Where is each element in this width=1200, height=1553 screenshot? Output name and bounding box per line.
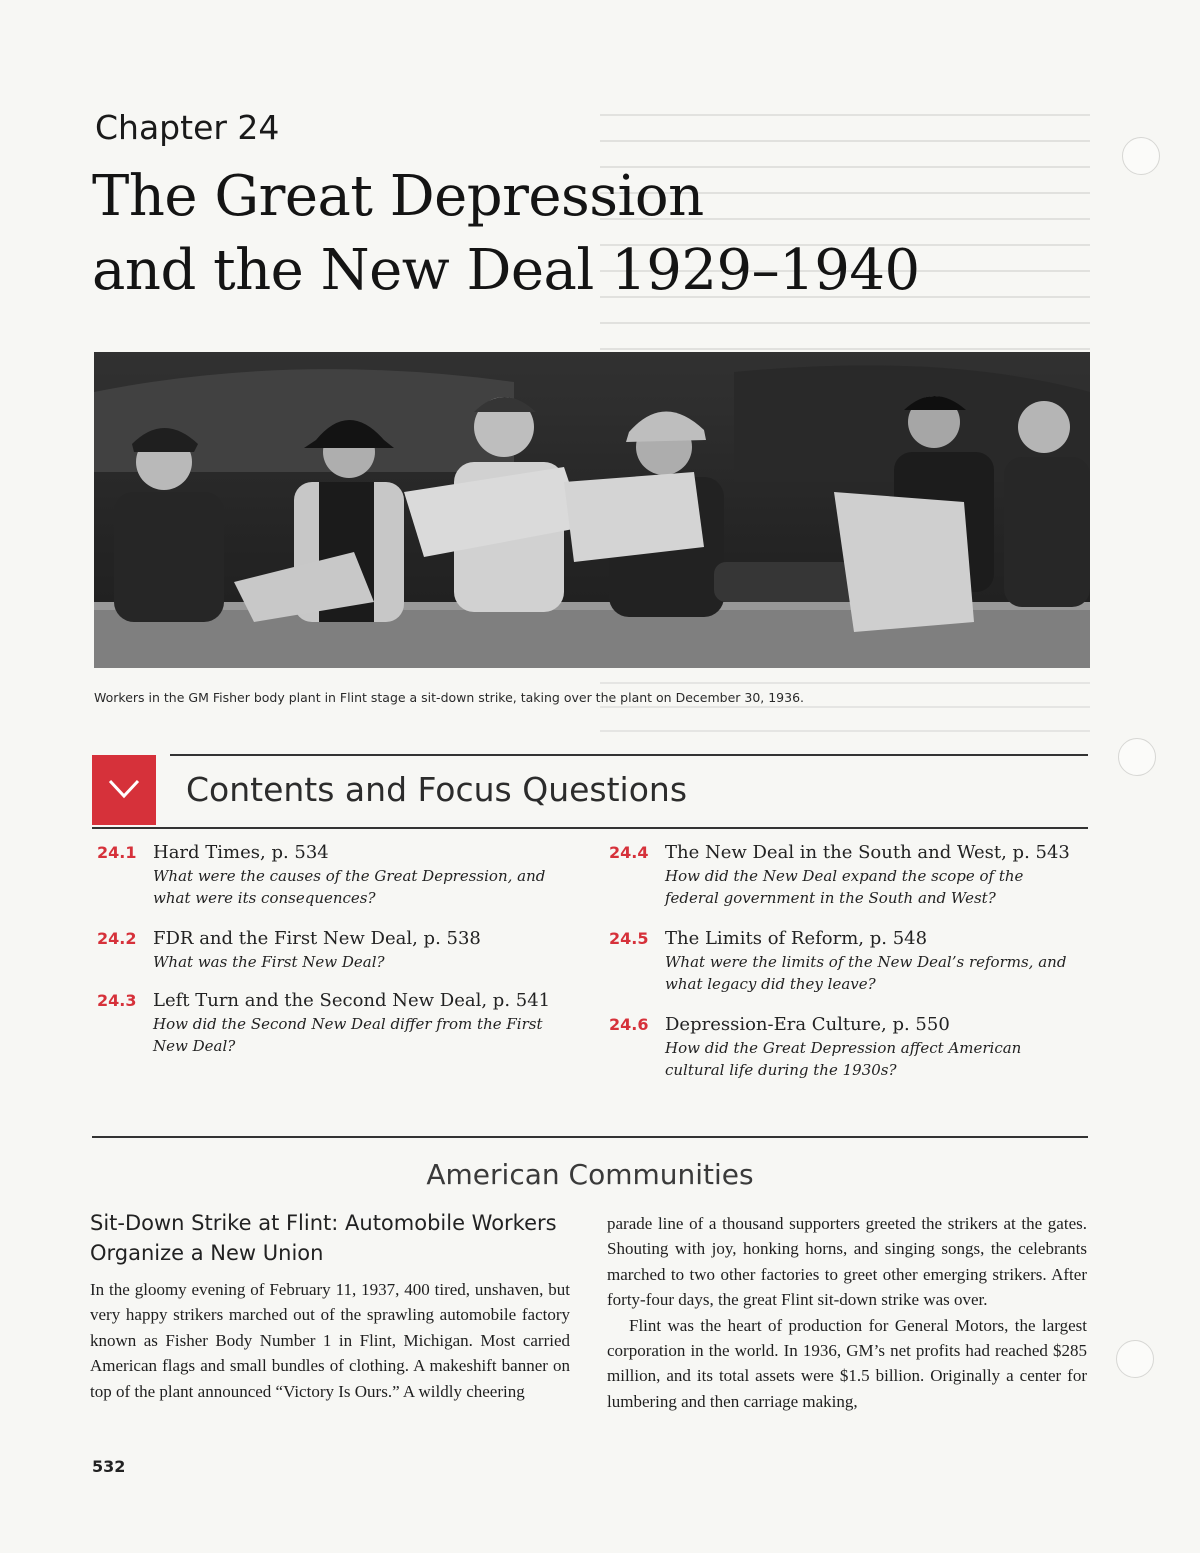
topic-number: 24.4 (609, 843, 649, 862)
paragraph: parade line of a thousand supporters greeted the strikers at the gates. Shouting with joy, honking horns, and singing songs, the celebrants marched to two other factories to greet other emerging strikers. After forty-four days, the great Flint sit-down strike was over. (607, 1214, 1087, 1310)
topic-24-5[interactable] (609, 927, 1079, 995)
body-column-left (90, 1277, 570, 1404)
topic-question: How did the New Deal expand the scope of the federal government in the South and West? (665, 867, 1024, 907)
topic-question: What was the First New Deal? (153, 953, 385, 971)
paragraph: Flint was the heart of production for General Motors, the largest corporation in the world. In 1936, GM’s net profits had reached $285 million, and its total assets were $1.5 billion. Originally a center for lumbering and then carriage making, (607, 1315, 1087, 1411)
punch-hole-bottom (1116, 1340, 1154, 1378)
chapter-title (92, 160, 1092, 308)
topic-title[interactable]: Left Turn and the Second New Deal, p. 541 (153, 990, 551, 1011)
sit-down-strike-photo (94, 352, 1090, 668)
photo-illustration (94, 352, 1090, 668)
topic-number: 24.5 (609, 929, 649, 948)
topic-question: What were the limits of the New Deal’s reforms, and what legacy did they leave? (665, 953, 1067, 993)
topic-24-6[interactable] (609, 1013, 1079, 1081)
topic-24-3[interactable] (97, 989, 567, 1057)
topic-title[interactable]: Depression-Era Culture, p. 550 (665, 1014, 950, 1035)
show-through-text-lower (600, 660, 1090, 750)
topic-24-1[interactable] (97, 841, 567, 909)
photo-caption: Workers in the GM Fisher body plant in Flint stage a sit-down strike, taking over the plant on December 30, 1936. (94, 690, 805, 705)
topic-title[interactable]: Hard Times, p. 534 (153, 842, 329, 863)
punch-hole-top (1122, 137, 1160, 175)
topic-number: 24.3 (97, 991, 137, 1010)
topic-title[interactable]: The New Deal in the South and West, p. 543 (665, 842, 1070, 863)
topic-number: 24.2 (97, 929, 137, 948)
contents-marker-box (92, 755, 156, 825)
communities-rule (92, 1136, 1088, 1138)
topic-24-2[interactable] (97, 927, 567, 973)
punch-hole-middle (1118, 738, 1156, 776)
page-number: 532 (92, 1457, 126, 1476)
topic-number: 24.1 (97, 843, 137, 862)
topic-question: How did the Great Depression affect American cultural life during the 1930s? (665, 1039, 1022, 1079)
story-title: Sit-Down Strike at Flint: Automobile Workers Organize a New Union (90, 1211, 557, 1265)
topic-title[interactable]: FDR and the First New Deal, p. 538 (153, 928, 481, 949)
topic-24-4[interactable] (609, 841, 1079, 909)
chapter-label: Chapter 24 (95, 108, 280, 147)
topic-title[interactable]: The Limits of Reform, p. 548 (665, 928, 928, 949)
topic-question: What were the causes of the Great Depression, and what were its consequences? (153, 867, 546, 907)
chevron-down-icon (92, 755, 156, 825)
body-column-right (607, 1211, 1087, 1414)
topic-question: How did the Second New Deal differ from the First New Deal? (153, 1015, 543, 1055)
contents-heading: Contents and Focus Questions (186, 770, 688, 809)
topic-number: 24.6 (609, 1015, 649, 1034)
contents-top-rule (170, 754, 1088, 756)
contents-bottom-rule (92, 827, 1088, 829)
section-heading: American Communities (426, 1158, 754, 1191)
chapter-title-line-2: and the New Deal 1929–1940 (92, 238, 920, 303)
paragraph: In the gloomy evening of February 11, 1937, 400 tired, unshaven, but very happy strikers marched out of the sprawling automobile factory known as Fisher Body Number 1 in Flint, Michigan. Most carried American flags and small bundles of clothing. A makeshift banner on top of the plant announced “Victory Is Ours.” A wildly cheering (90, 1280, 570, 1401)
chapter-title-line-1: The Great Depression (92, 164, 704, 229)
